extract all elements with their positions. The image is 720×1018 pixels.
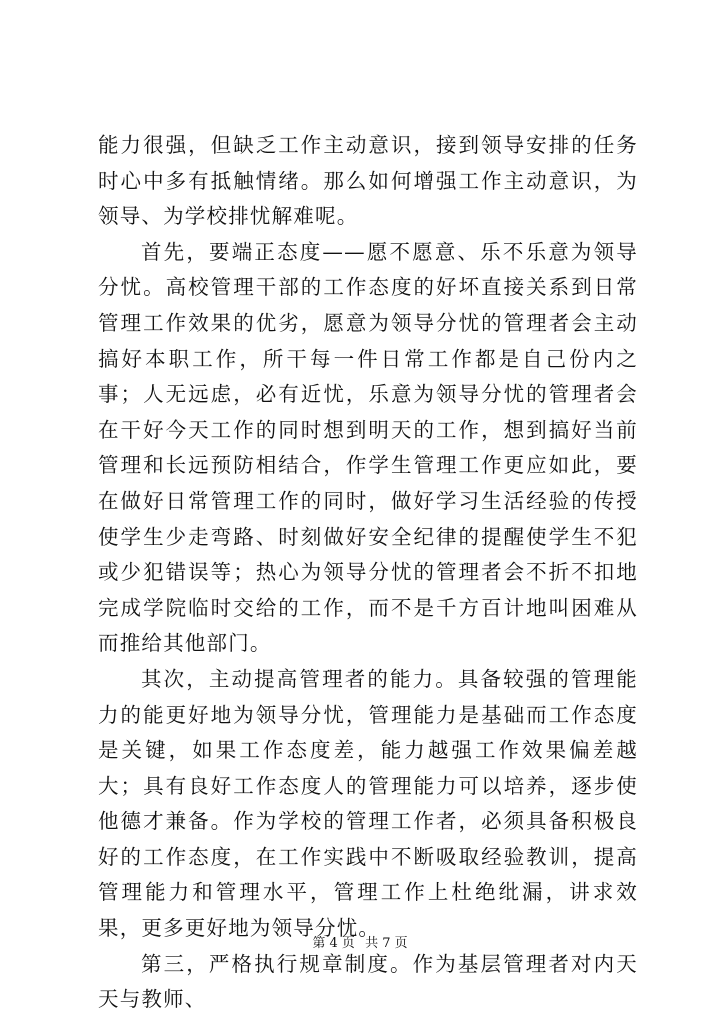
paragraph-continuation: 能力很强，但缺乏工作主动意识，接到领导安排的任务时心中多有抵触情绪。那么如何增强工作主动意识，为领导、为学校排忧解难呢。	[98, 133, 638, 229]
paragraph-regulations: 第三，严格执行规章制度。作为基层管理者对内天天与教师、	[98, 951, 638, 1012]
page-total: 共 7 页	[365, 936, 408, 951]
paragraph-attitude: 首先，要端正态度——愿不愿意、乐不乐意为领导分忧。高校管理干部的工作态度的好坏直接关系到日常管理工作效果的优劣，愿意为领导分忧的管理者会主动搞好本职工作，所干每一件日常工作都是自己份内之事；人无远虑，必有近忧，乐意为领导分忧的管理者会在干好今天工作的同时想到明天的工作，想到搞好当前管理和长远预防相结合，作学生管理工作更应如此，要在做好日常管理工作的同时，做好学习生活经验的传授使学生少走弯路、时刻做好安全纪律的提醒使学生不犯或少犯错误等；热心为领导分忧的管理者会不折不扣地完成学院临时交给的工作，而不是千方百计地叫困难从而推给其他部门。	[98, 239, 638, 656]
paragraph-ability: 其次，主动提高管理者的能力。具备较强的管理能力的能更好地为领导分忧，管理能力是基础而工作态度是关键，如果工作态度差，能力越强工作效果偏差越大；具有良好工作态度人的管理能力可以培养，逐步使他德才兼备。作为学校的管理工作者，必须具备积极良好的工作态度，在工作实践中不断吸取经验教训，提高管理能力和管理水平，管理工作上杜绝纰漏，讲求效果，更多更好地为领导分忧。	[98, 666, 638, 941]
page-footer	[0, 935, 720, 953]
document-body	[98, 128, 638, 1018]
page-number: 第 4 页	[312, 936, 355, 951]
